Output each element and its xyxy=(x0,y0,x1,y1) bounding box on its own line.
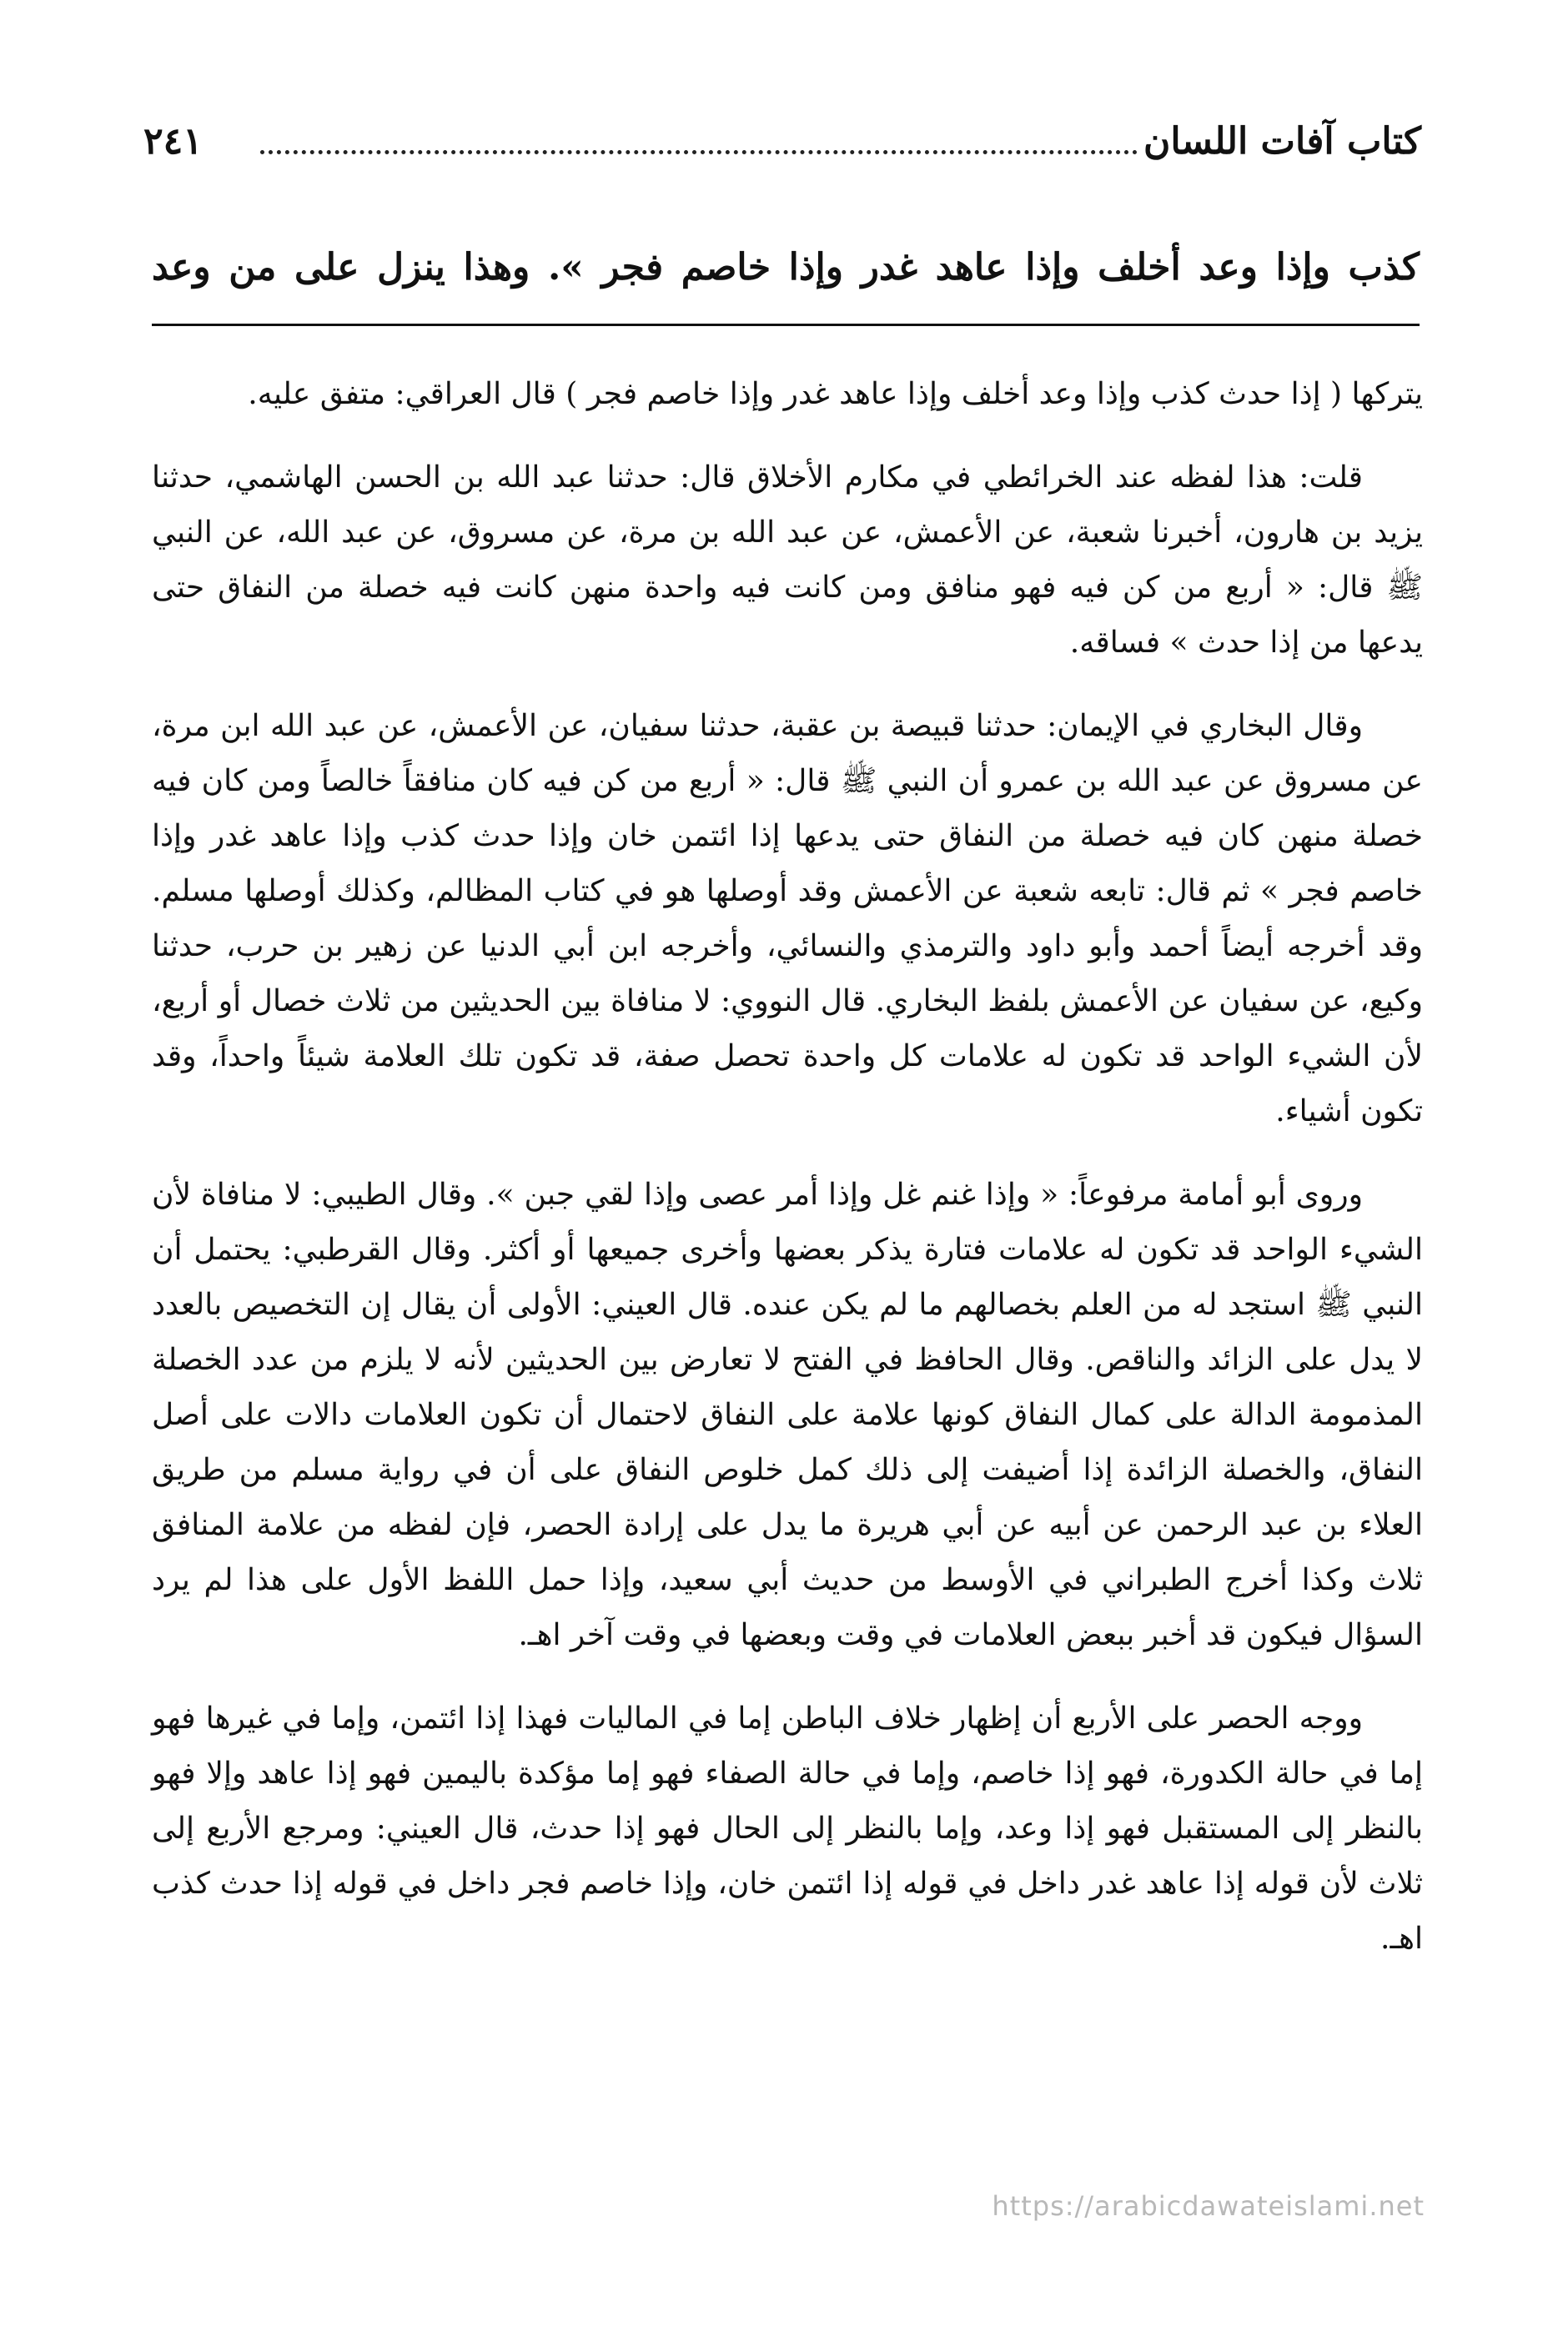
commentary-paragraph: يتركها ( إذا حدث كذب وإذا وعد أخلف وإذا عاهد غدر وإذا خاصم فجر ) قال العراقي: متفق عليه. xyxy=(248,377,1423,411)
main-text-line: كذب وإذا وعد أخلف وإذا عاهد غدر وإذا خاصم فجر ». وهذا ينزل على من وعد xyxy=(152,246,1420,289)
page-header xyxy=(143,117,1421,175)
commentary-paragraph: وروى أبو أمامة مرفوعاً: « وإذا غنم غل وإذا أمر عصى وإذا لقي جبن ». وقال الطيبي: لا منافاة لأن الشيء الواحد قد تكون له علامات فتارة يذكر بعضها وأخرى جميعها أو أكثر. وقال القرطبي: يحتمل أن النبي ﷺ استجد له من العلم بخصالهم ما لم يكن عنده. قال العيني: الأولى أن يقال إن التخصيص بالعدد لا يدل على الزائد والناقص. وقال الحافظ في الفتح لا تعارض بين الحديثين لأنه لا يلزم من عدد الخصلة المذمومة الدالة على كمال النفاق كونها علامة على النفاق لاحتمال أن تكون العلامات دالات على أصل النفاق، والخصلة الزائدة إذا أضيفت إلى ذلك كمل خلوص النفاق على أن في رواية مسلم من طريق العلاء بن عبد الرحمن عن أبيه عن أبي هريرة ما يدل على إرادة الحصر، فإن لفظه من علامة المنافق ثلاث وكذا أخرج الطبراني في الأوسط من حديث أبي سعيد، وإذا حمل اللفظ الأول على هذا لم يرد السؤال فيكون قد أخبر ببعض العلامات في وقت وبعضها في وقت آخر اهـ. xyxy=(152,1178,1423,1652)
commentary-section xyxy=(152,367,1423,1995)
main-text-divider xyxy=(152,324,1420,326)
commentary-paragraph: ووجه الحصر على الأربع أن إظهار خلاف الباطن إما في الماليات فهذا إذا ائتمن، وإما في غيرها فهو إما في حالة الكدورة، فهو إذا خاصم، وإما في حالة الصفاء فهو إما مؤكدة باليمين فهو إذا عاهد وإلا فهو بالنظر إلى المستقبل فهو إذا وعد، وإما بالنظر إلى الحال فهو إذا حدث، قال العيني: ومرجع الأربع إلى ثلاث لأن قوله إذا عاهد غدر داخل في قوله إذا ائتمن خان، وإذا خاصم فجر داخل في قوله إذا حدث كذب اهـ. xyxy=(152,1701,1423,1956)
header-dot-leader xyxy=(260,150,1138,154)
page-number: ٢٤١ xyxy=(143,120,203,163)
running-title: كتاب آفات اللسان xyxy=(1143,120,1421,163)
commentary-paragraph: وقال البخاري في الإيمان: حدثنا قبيصة بن عقبة، حدثنا سفيان، عن الأعمش، عن عبد الله ابن مرة، عن مسروق عن عبد الله بن عمرو أن النبي ﷺ قال: « أربع من كن فيه كان منافقاً خالصاً ومن كان فيه خصلة منهن كان فيه خصلة من النفاق حتى يدعها إذا ائتمن خان وإذا حدث كذب وإذا عاهد غدر وإذا خاصم فجر » ثم قال: تابعه شعبة عن الأعمش وقد أوصلها هو في كتاب المظالم، وكذلك أوصلها مسلم. وقد أخرجه أيضاً أحمد وأبو داود والترمذي والنسائي، وأخرجه ابن أبي الدنيا عن زهير بن حرب، حدثنا وكيع، عن سفيان عن الأعمش بلفظ البخاري. قال النووي: لا منافاة بين الحديثين من ثلاث خصال أو أربع، لأن الشيء الواحد قد تكون له علامات كل واحدة تحصل صفة، قد تكون تلك العلامة شيئاً واحداً، وقد تكون أشياء. xyxy=(152,709,1424,1128)
watermark-url: https://arabicdawateislami.net xyxy=(992,2190,1425,2222)
commentary-paragraph: قلت: هذا لفظه عند الخرائطي في مكارم الأخلاق قال: حدثنا عبد الله بن الحسن الهاشمي، حدثنا يزيد بن هارون، أخبرنا شعبة، عن الأعمش، عن عبد الله بن مرة، عن مسروق، عن عبد الله، عن النبي ﷺ قال: « أربع من كن فيه فهو منافق ومن كانت فيه واحدة منهن كانت فيه خصلة من النفاق حتى يدعها من إذا حدث » فساقه. xyxy=(152,460,1423,660)
